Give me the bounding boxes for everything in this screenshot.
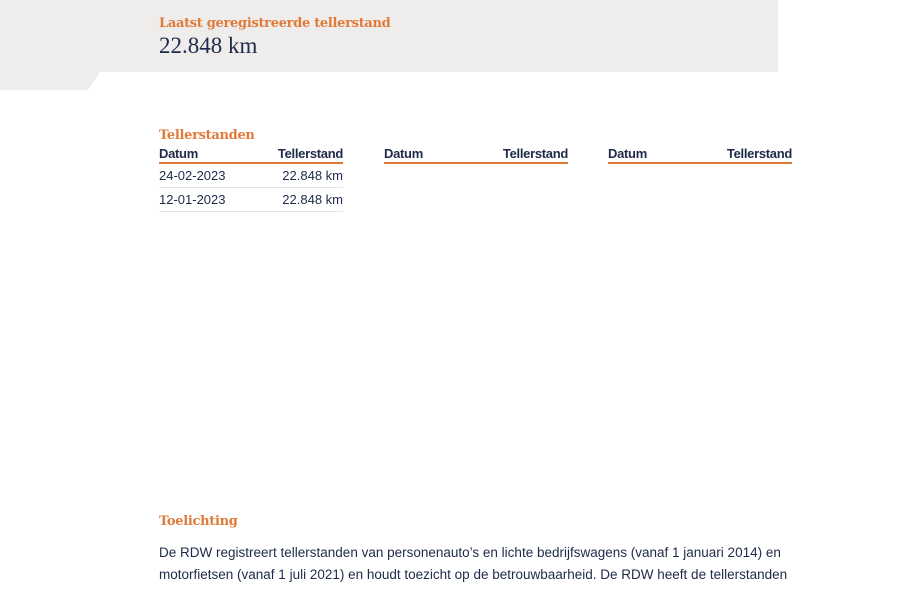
table-row xyxy=(159,188,343,212)
column-date-header: Datum xyxy=(159,146,198,161)
table-header xyxy=(608,146,792,164)
readings-table-3 xyxy=(608,146,792,164)
header-notch xyxy=(0,72,100,90)
header-band xyxy=(0,0,778,72)
column-reading-header: Tellerstand xyxy=(726,146,792,161)
explanation-text xyxy=(159,542,799,586)
explanation-line-1: De RDW registreert tellerstanden van personenauto’s en lichte bedrijfswagens (vanaf 1 januari 2014) en xyxy=(159,545,781,560)
table-row xyxy=(159,164,343,188)
readings-table-2 xyxy=(384,146,568,164)
column-date-header: Datum xyxy=(608,146,647,161)
last-reading-label: Laatst geregistreerde tellerstand xyxy=(159,16,391,31)
last-reading-value: 22.848 km xyxy=(159,33,258,58)
column-reading-header: Tellerstand xyxy=(277,146,343,161)
column-reading-header: Tellerstand xyxy=(502,146,568,161)
explanation-line-2: motorfietsen (vanaf 1 juli 2021) en houdt toezicht op de betrouwbaarheid. De RDW heeft de tellerstanden xyxy=(159,567,788,582)
readings-table-1 xyxy=(159,146,343,212)
column-date-header: Datum xyxy=(384,146,423,161)
table-header xyxy=(159,146,343,164)
readings-title: Tellerstanden xyxy=(159,128,255,143)
row-date: 24-02-2023 xyxy=(159,168,226,183)
row-reading: 22.848 km xyxy=(282,168,343,183)
explanation-title: Toelichting xyxy=(159,514,238,529)
row-reading: 22.848 km xyxy=(282,192,343,207)
table-header xyxy=(384,146,568,164)
row-date: 12-01-2023 xyxy=(159,192,226,207)
